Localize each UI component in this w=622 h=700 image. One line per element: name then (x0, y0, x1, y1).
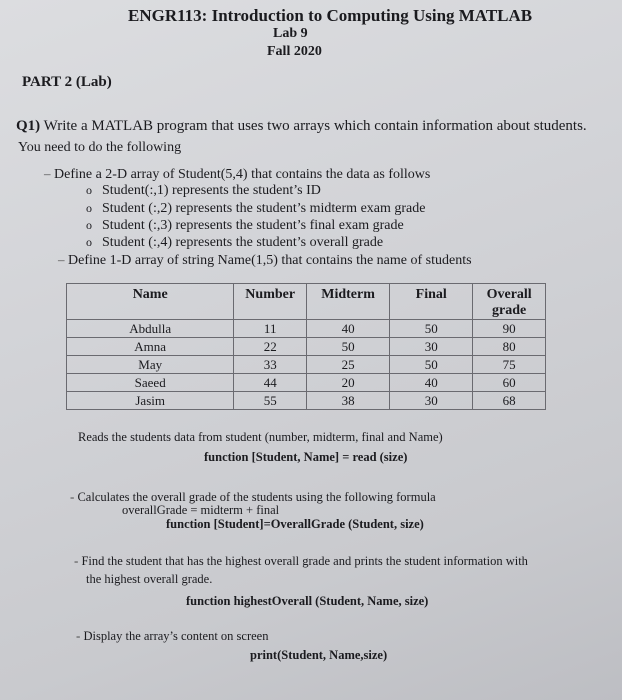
cell-name: May (67, 356, 234, 374)
header-midterm: Midterm (307, 284, 390, 320)
define-1d-line (58, 252, 472, 269)
cell-number: 11 (234, 320, 307, 338)
cell-number: 22 (234, 338, 307, 356)
bullet-item (86, 235, 383, 251)
cell-overall: 60 (473, 374, 546, 392)
bullet-text: Student (:,4) represents the student’s overall grade (102, 235, 384, 250)
table-row (67, 338, 546, 356)
bullet-text: Student(:,1) represents the student’s ID (102, 183, 321, 198)
cell-midterm: 38 (307, 392, 390, 410)
cell-overall: 90 (473, 320, 546, 338)
header-overall: Overall grade (473, 284, 546, 320)
task-highest-text-1: Find the student that has the highest overall grade and prints the student information with (81, 554, 528, 568)
cell-number: 44 (234, 374, 307, 392)
header-final: Final (390, 284, 473, 320)
cell-name: Amna (67, 338, 234, 356)
dash-marker: – (58, 252, 65, 267)
lab-number: Lab 9 (273, 26, 308, 41)
document-title: ENGR113: Introduction to Computing Using MATLAB (128, 6, 533, 25)
cell-final: 30 (390, 338, 473, 356)
bullet-text: Student (:,3) represents the student’s final exam grade (102, 218, 404, 233)
circle-bullet-icon: o (86, 235, 92, 249)
task-print-text: Display the array’s content on screen (83, 629, 269, 643)
term: Fall 2020 (267, 44, 322, 59)
task-overall-function: function [Student]=OverallGrade (Student, size) (166, 517, 424, 531)
question-text: Write a MATLAB program that uses two arrays which contain information about students. (43, 118, 587, 134)
table-row (67, 356, 546, 374)
bullet-item (86, 183, 321, 199)
table-row (67, 374, 546, 392)
task-highest-text-2: the highest overall grade. (86, 572, 213, 586)
dash-marker: – (44, 166, 51, 181)
question-line (16, 118, 587, 135)
define-2d-text: Define a 2-D array of Student(5,4) that contains the data as follows (54, 167, 431, 182)
cell-final: 50 (390, 356, 473, 374)
table-row (67, 320, 546, 338)
cell-final: 50 (390, 320, 473, 338)
cell-final: 30 (390, 392, 473, 410)
cell-midterm: 20 (307, 374, 390, 392)
grades-table (66, 283, 546, 410)
cell-midterm: 50 (307, 338, 390, 356)
cell-overall: 68 (473, 392, 546, 410)
bullet-text: Student (:,2) represents the student’s midterm exam grade (102, 201, 426, 216)
cell-number: 55 (234, 392, 307, 410)
define-2d-line (44, 166, 430, 183)
header-name: Name (67, 284, 234, 320)
header-number: Number (234, 284, 307, 320)
table-row (67, 392, 546, 410)
question-label: Q1) (16, 118, 41, 134)
task-overall-formula: overallGrade = midterm + final (122, 503, 280, 517)
bullet-item (86, 218, 404, 234)
cell-overall: 75 (473, 356, 546, 374)
task-read-text: Reads the students data from student (number, midterm, final and Name) (78, 430, 443, 444)
dash-marker: - (70, 489, 75, 504)
task-print-line (76, 628, 268, 644)
cell-overall: 80 (473, 338, 546, 356)
circle-bullet-icon: o (86, 201, 92, 215)
cell-midterm: 25 (307, 356, 390, 374)
dash-marker: - (74, 553, 79, 568)
question-line-2: You need to do the following (18, 140, 182, 155)
cell-midterm: 40 (307, 320, 390, 338)
define-1d-text: Define 1-D array of string Name(1,5) that contains the name of students (68, 253, 472, 268)
task-print-function: print(Student, Name,size) (250, 648, 388, 662)
table-header-row (67, 284, 546, 320)
circle-bullet-icon: o (86, 183, 92, 197)
cell-number: 33 (234, 356, 307, 374)
task-highest-function: function highestOverall (Student, Name, size) (186, 594, 429, 608)
part-heading: PART 2 (Lab) (22, 74, 112, 90)
bullet-item (86, 201, 425, 217)
circle-bullet-icon: o (86, 218, 92, 232)
task-overall-text: Calculates the overall grade of the students using the following formula (77, 490, 436, 504)
cell-name: Saeed (67, 374, 234, 392)
cell-name: Jasim (67, 392, 234, 410)
cell-name: Abdulla (67, 320, 234, 338)
task-highest-line (74, 553, 528, 569)
cell-final: 40 (390, 374, 473, 392)
dash-marker: - (76, 628, 81, 643)
task-read-function: function [Student, Name] = read (size) (204, 450, 408, 464)
